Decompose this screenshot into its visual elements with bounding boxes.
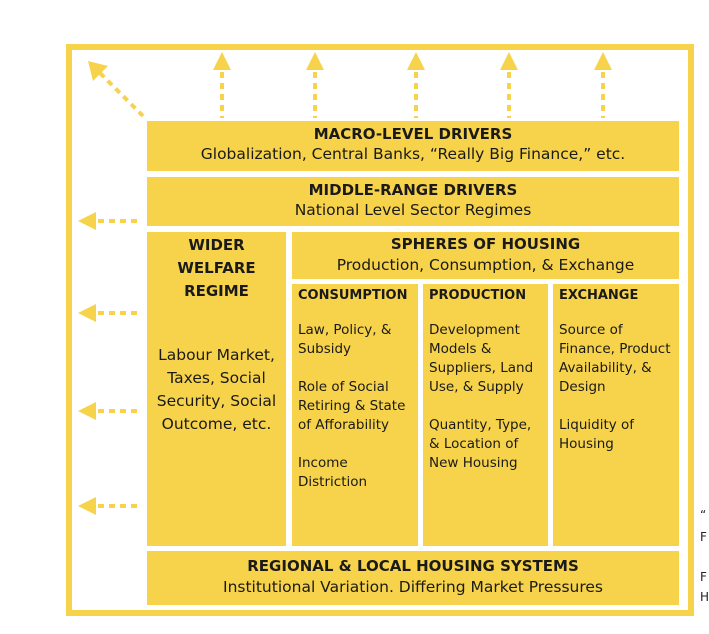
middle-drivers-box <box>147 177 679 226</box>
diagonal-arrow <box>88 61 108 81</box>
middle-title: MIDDLE-RANGE DRIVERS <box>308 181 518 199</box>
spheres-title: SPHERES OF HOUSING <box>390 235 581 253</box>
production-item-1: Development Models & Suppliers, Land Use, & Supply <box>429 322 534 395</box>
side-text-2: F <box>700 530 707 544</box>
regional-title: REGIONAL & LOCAL HOUSING SYSTEMS <box>247 557 579 575</box>
middle-subtitle: National Level Sector Regimes <box>294 201 532 219</box>
exchange-title: EXCHANGE <box>559 288 639 303</box>
up-arrow-5 <box>594 52 612 70</box>
left-arrow-3 <box>78 402 96 420</box>
side-text-1: “ <box>700 508 707 522</box>
welfare-body: Labour Market, Taxes, Social Security, Social Outcome, etc. <box>156 346 277 433</box>
exchange-item-1: Source of Finance, Product Availability, & Design <box>559 322 671 395</box>
up-arrow-1 <box>213 52 231 70</box>
production-column <box>423 284 548 546</box>
spheres-box <box>292 232 679 279</box>
macro-drivers-box <box>147 121 679 171</box>
left-arrow-2 <box>78 304 96 322</box>
exchange-item-2: Liquidity of Housing <box>559 417 635 452</box>
macro-subtitle: Globalization, Central Banks, “Really Big Finance,” etc. <box>200 145 626 163</box>
exchange-column <box>553 284 679 546</box>
consumption-item-1: Law, Policy, & Subsidy <box>298 322 392 357</box>
up-arrow-4 <box>500 52 518 70</box>
spheres-subtitle: Production, Consumption, & Exchange <box>336 256 635 274</box>
consumption-column <box>292 284 418 546</box>
up-arrow-2 <box>306 52 324 70</box>
welfare-regime-box <box>147 232 286 546</box>
regional-systems-box <box>147 551 679 605</box>
side-text-3: F <box>700 570 707 584</box>
production-item-2: Quantity, Type, & Location of New Housing <box>429 417 532 471</box>
consumption-item-2: Role of Social Retiring & State of Afforability <box>298 379 406 433</box>
macro-title: MACRO-LEVEL DRIVERS <box>313 125 513 143</box>
consumption-item-3: Income Distriction <box>298 455 368 490</box>
welfare-title: WIDER WELFARE REGIME <box>177 236 256 300</box>
production-title: PRODUCTION <box>429 288 527 303</box>
side-text-4: H <box>700 590 709 604</box>
regional-subtitle: Institutional Variation. Differing Market Pressures <box>223 578 603 596</box>
left-arrow-4 <box>78 497 96 515</box>
consumption-title: CONSUMPTION <box>298 288 408 303</box>
up-arrow-3 <box>407 52 425 70</box>
left-arrow-1 <box>78 212 96 230</box>
